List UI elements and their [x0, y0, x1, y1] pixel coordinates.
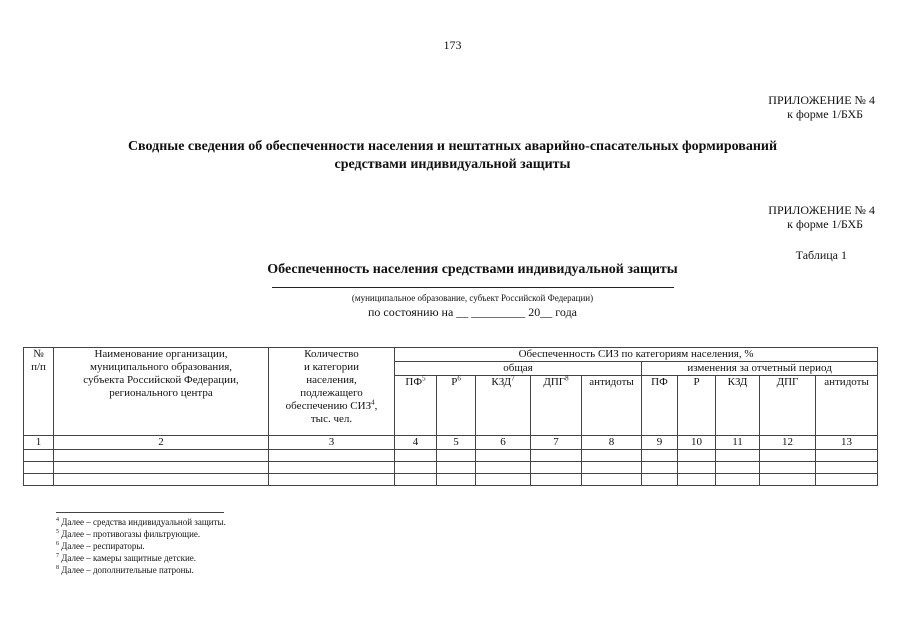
header-cat-r: $Р^6$	[437, 376, 476, 436]
col-num: 2	[54, 436, 269, 450]
page-number: 173	[443, 38, 462, 52]
footnote-item: $^6$ Далее – респираторы.	[56, 541, 145, 551]
header-quantity	[269, 348, 395, 436]
appendix-header-top	[768, 93, 875, 121]
header-change: изменения за отчетный период	[642, 362, 878, 376]
appendix-line: ПРИЛОЖЕНИЕ № 4	[768, 93, 875, 107]
footnote-item: $^5$ Далее – противогазы фильтрующие.	[56, 529, 201, 539]
date-caption: по состоянию на __ _________ 20__ года	[367, 305, 577, 319]
header-group: Обеспеченность СИЗ по категориям населения, %	[395, 348, 878, 362]
footnote-separator	[56, 512, 224, 513]
header-number: № п/п	[24, 348, 54, 436]
header-cat2-r: Р	[678, 376, 716, 436]
header-cat-dpg: ДПГ$^8$	[531, 376, 582, 436]
col-num: 10	[678, 436, 716, 450]
column-number-row	[24, 436, 878, 450]
header-cat2-kzd: КЗД	[716, 376, 760, 436]
header-cat-kzd: КЗД$^7$	[476, 376, 531, 436]
col-num: 7	[531, 436, 582, 450]
appendix-form: к форме 1/БХБ	[787, 217, 863, 231]
ppe-table	[23, 347, 878, 486]
col-num: 11	[716, 436, 760, 450]
header-cat-pf: $ПФ^5$	[395, 376, 437, 436]
header-quantity-tail: , тыс. чел.	[310, 400, 378, 425]
header-cat2-antidotes: антидоты	[816, 376, 878, 436]
header-cat2-pf: ПФ	[642, 376, 678, 436]
table-row	[24, 474, 878, 486]
municipality-blank-line	[272, 287, 674, 288]
col-num: 5	[437, 436, 476, 450]
col-num: 6	[476, 436, 531, 450]
col-num: 1	[24, 436, 54, 450]
appendix-line: ПРИЛОЖЕНИЕ № 4	[768, 203, 875, 217]
header-total: общая	[395, 362, 642, 376]
footnote-ref: 4	[371, 398, 375, 407]
header-cat-antidotes: антидоты	[582, 376, 642, 436]
col-num: 13	[816, 436, 878, 450]
municipality-caption: (муниципальное образование, субъект Российской Федерации)	[351, 293, 594, 303]
table-label: Таблица 1	[795, 248, 847, 262]
header-cat2-dpg: ДПГ	[760, 376, 816, 436]
main-title-line2: средствами индивидуальной защиты	[334, 157, 571, 172]
appendix-header-second	[768, 203, 875, 231]
table-row	[24, 462, 878, 474]
header-quantity-text: Количество и категории населения, подлежащего обеспечению СИЗ	[285, 348, 372, 412]
col-num: 8	[582, 436, 642, 450]
col-num: 12	[760, 436, 816, 450]
main-title-line1: Сводные сведения об обеспеченности населения и нештатных аварийно-спасательных формирований	[127, 139, 778, 154]
table-title: Обеспеченность населения средствами индивидуальной защиты	[267, 262, 678, 277]
appendix-form: к форме 1/БХБ	[787, 107, 863, 121]
footnote-item: $^7$ Далее – камеры защитные детские.	[56, 553, 197, 563]
footnote-item: $^4$ Далее – средства индивидуальной защиты.	[56, 517, 226, 527]
col-num: 4	[395, 436, 437, 450]
main-title	[60, 138, 845, 174]
header-name: Наименование организации, муниципального образования, субъекта Российской Федерации, регионального центра	[54, 348, 269, 436]
col-num: 3	[269, 436, 395, 450]
table-row	[24, 450, 878, 462]
col-num: 9	[642, 436, 678, 450]
footnote-item: $^8$ Далее – дополнительные патроны.	[56, 565, 194, 575]
